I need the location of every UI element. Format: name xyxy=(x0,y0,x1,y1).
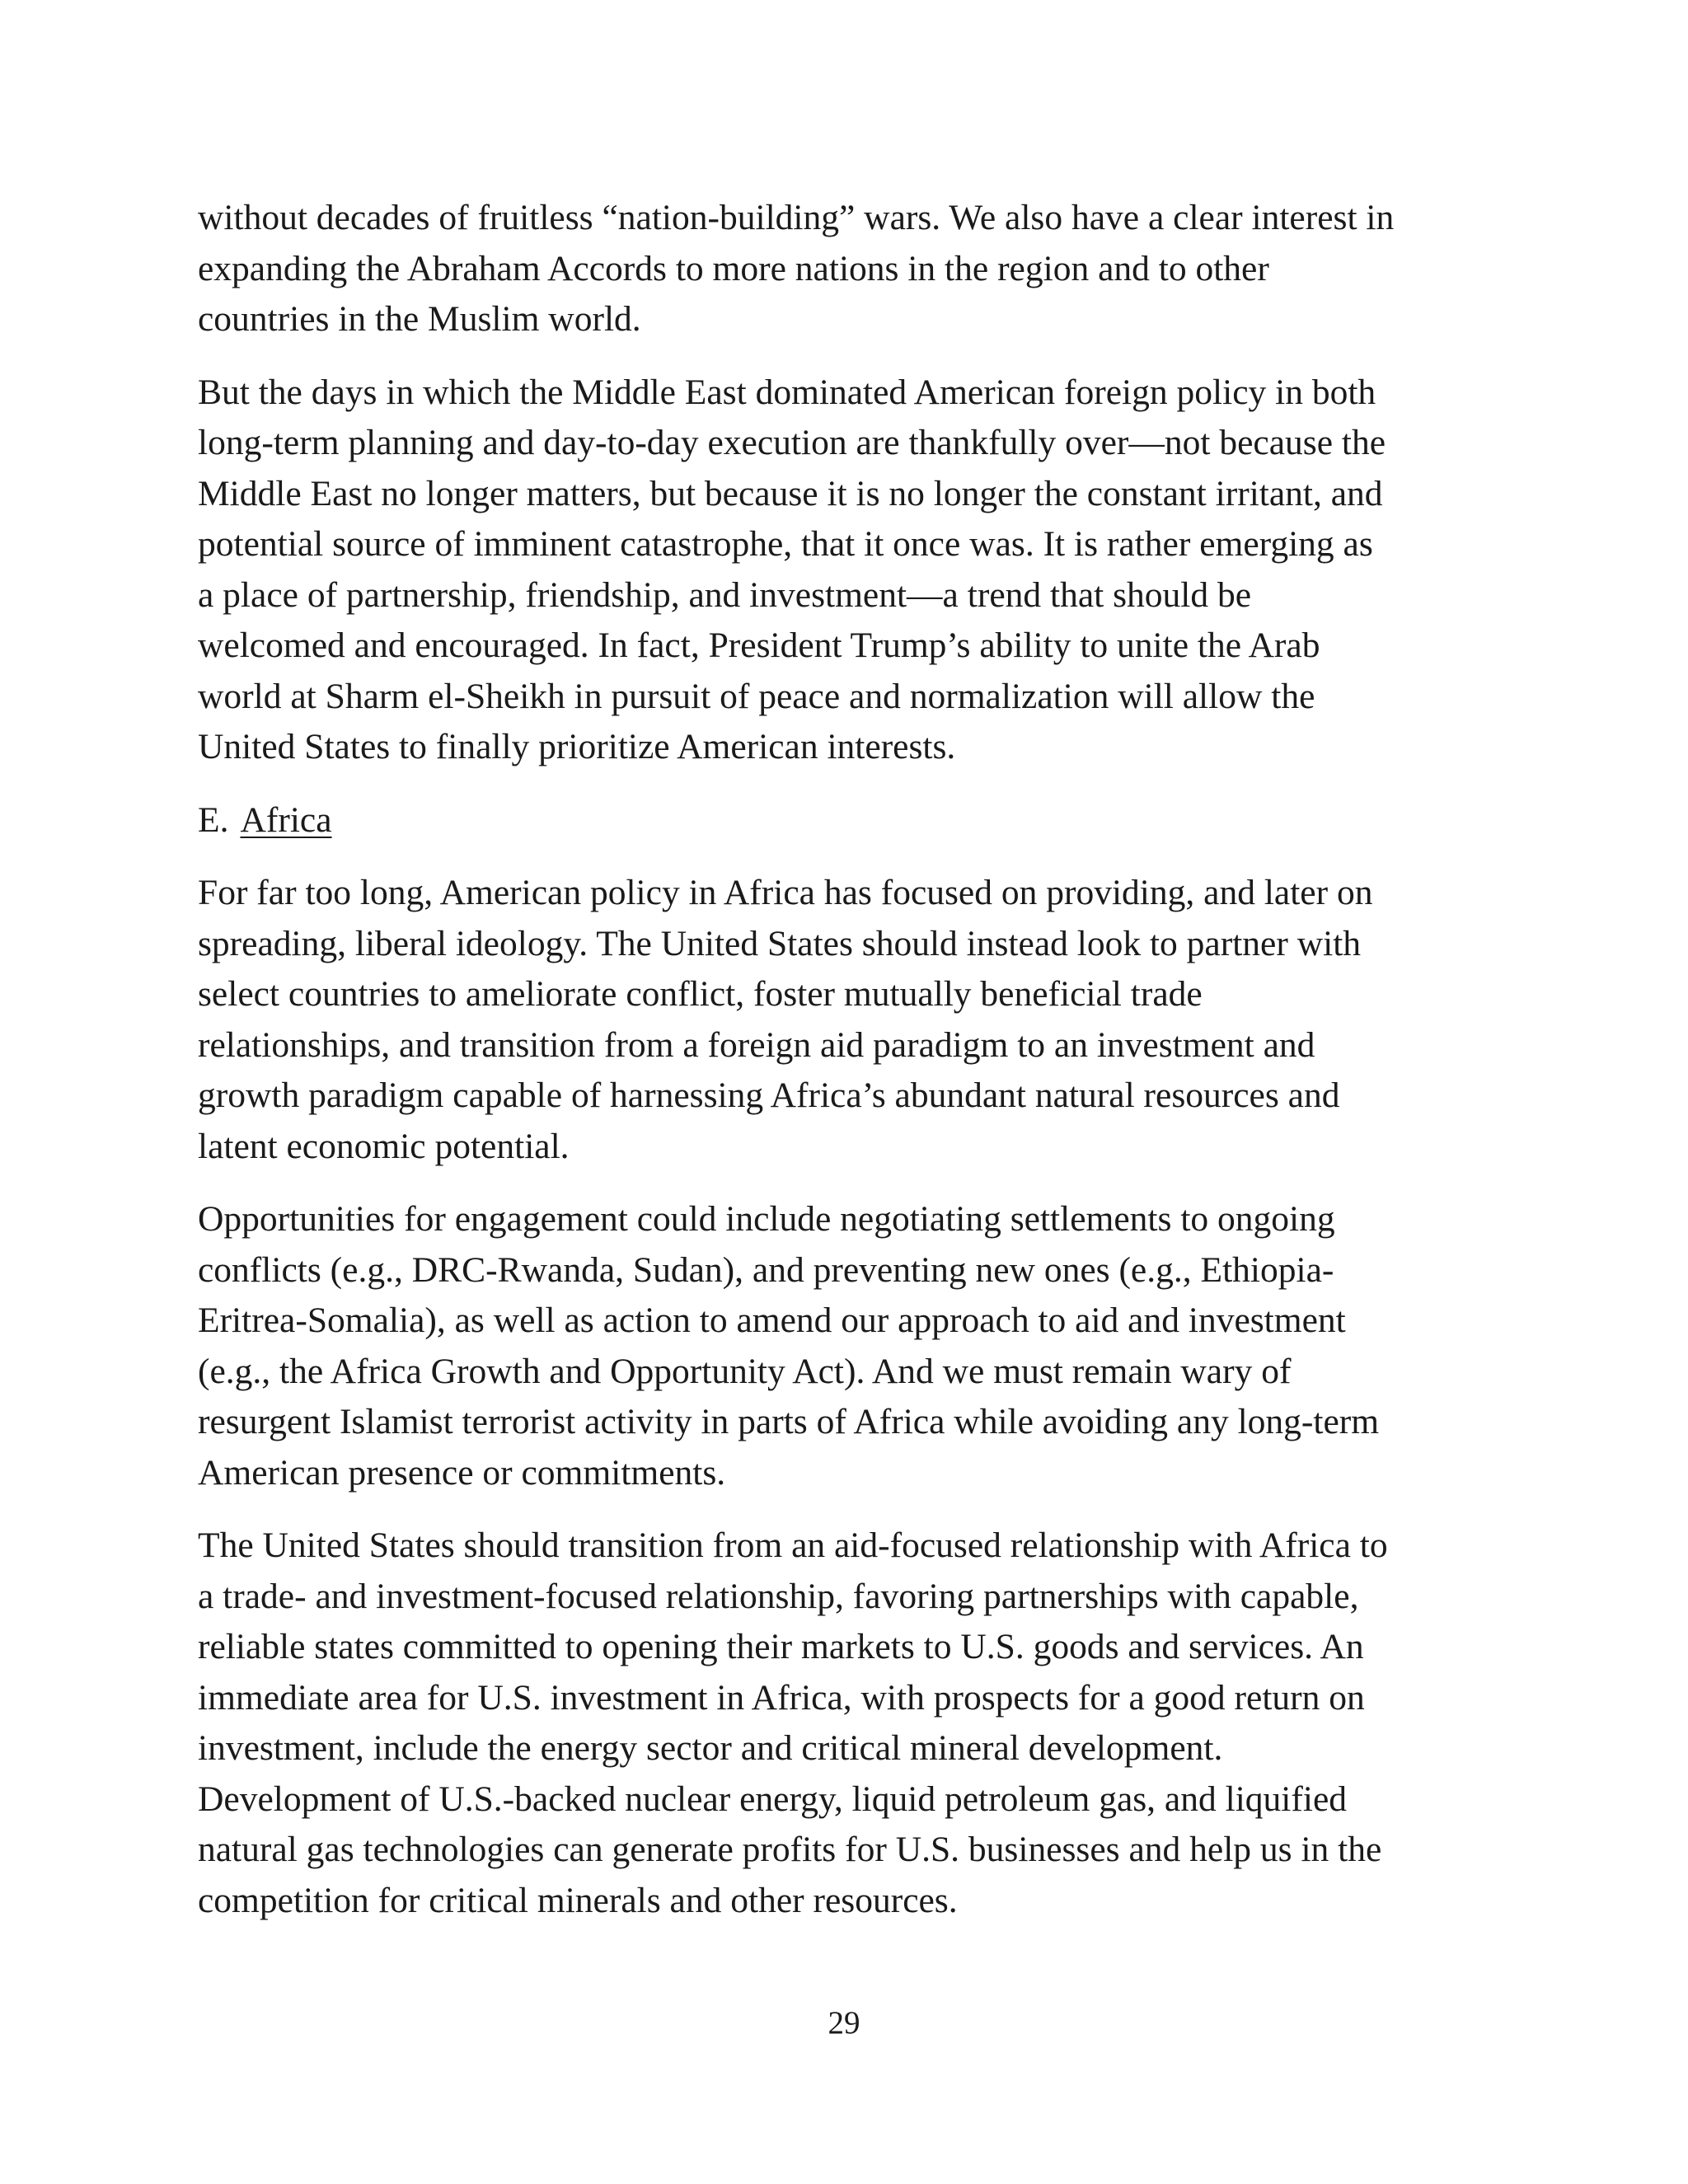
text-line: competition for critical minerals and other resources. xyxy=(198,1880,958,1920)
text-line: a trade- and investment-focused relationship, favoring partnerships with capable, xyxy=(198,1576,1359,1616)
text-line: select countries to ameliorate conflict, foster mutually beneficial trade xyxy=(198,974,1203,1014)
paragraph-1 xyxy=(198,193,1517,345)
text-line: conflicts (e.g., DRC-Rwanda, Sudan), and preventing new ones (e.g., Ethiopia- xyxy=(198,1249,1334,1290)
text-line: For far too long, American policy in Africa has focused on providing, and later on xyxy=(198,873,1373,912)
page-body xyxy=(198,193,1517,1948)
paragraph-5 xyxy=(198,1521,1517,1926)
text-line: potential source of imminent catastrophe, that it once was. It is rather emerging as xyxy=(198,524,1373,564)
paragraph-3 xyxy=(198,868,1517,1172)
text-line: expanding the Abraham Accords to more nations in the region and to other xyxy=(198,248,1269,288)
text-line: But the days in which the Middle East dominated American foreign policy in both xyxy=(198,372,1376,412)
text-line: relationships, and transition from a foreign aid paradigm to an investment and xyxy=(198,1024,1315,1065)
section-heading xyxy=(198,795,1517,846)
section-title: Africa xyxy=(240,799,332,840)
text-line: resurgent Islamist terrorist activity in parts of Africa while avoiding any long-term xyxy=(198,1402,1380,1441)
text-line: long-term planning and day-to-day execution are thankfully over—not because the xyxy=(198,423,1386,462)
text-line: world at Sharm el-Sheikh in pursuit of peace and normalization will allow the xyxy=(198,676,1315,716)
paragraph-2 xyxy=(198,368,1517,773)
text-line: growth paradigm capable of harnessing Africa’s abundant natural resources and xyxy=(198,1076,1340,1115)
text-line: Opportunities for engagement could include negotiating settlements to ongoing xyxy=(198,1199,1335,1239)
text-line: investment, include the energy sector and critical mineral development. xyxy=(198,1728,1223,1768)
text-line: countries in the Muslim world. xyxy=(198,299,641,339)
text-line: Eritrea-Somalia), as well as action to amend our approach to aid and investment xyxy=(198,1301,1346,1340)
text-line: a place of partnership, friendship, and investment—a trend that should be xyxy=(198,574,1252,615)
text-line: without decades of fruitless “nation-building” wars. We also have a clear interest in xyxy=(198,198,1395,237)
text-line: Development of U.S.-backed nuclear energy, liquid petroleum gas, and liquified xyxy=(198,1779,1347,1819)
paragraph-4 xyxy=(198,1194,1517,1498)
text-line: Middle East no longer matters, but because it is no longer the constant irritant, and xyxy=(198,473,1383,513)
text-line: welcomed and encouraged. In fact, President Trump’s ability to unite the Arab xyxy=(198,626,1320,665)
text-line: latent economic potential. xyxy=(198,1126,570,1166)
text-line: United States to finally prioritize American interests. xyxy=(198,727,956,766)
text-line: American presence or commitments. xyxy=(198,1452,726,1493)
text-line: (e.g., the Africa Growth and Opportunity Act). And we must remain wary of xyxy=(198,1351,1292,1391)
text-line: The United States should transition from an aid-focused relationship with Africa to xyxy=(198,1526,1388,1565)
text-line: immediate area for U.S. investment in Africa, with prospects for a good return on xyxy=(198,1677,1365,1718)
page-number: 29 xyxy=(828,2005,860,2041)
section-letter: E. xyxy=(198,799,229,840)
text-line: reliable states committed to opening their markets to U.S. goods and services. An xyxy=(198,1627,1364,1666)
text-line: natural gas technologies can generate profits for U.S. businesses and help us in the xyxy=(198,1830,1382,1869)
text-line: spreading, liberal ideology. The United States should instead look to partner with xyxy=(198,923,1362,963)
